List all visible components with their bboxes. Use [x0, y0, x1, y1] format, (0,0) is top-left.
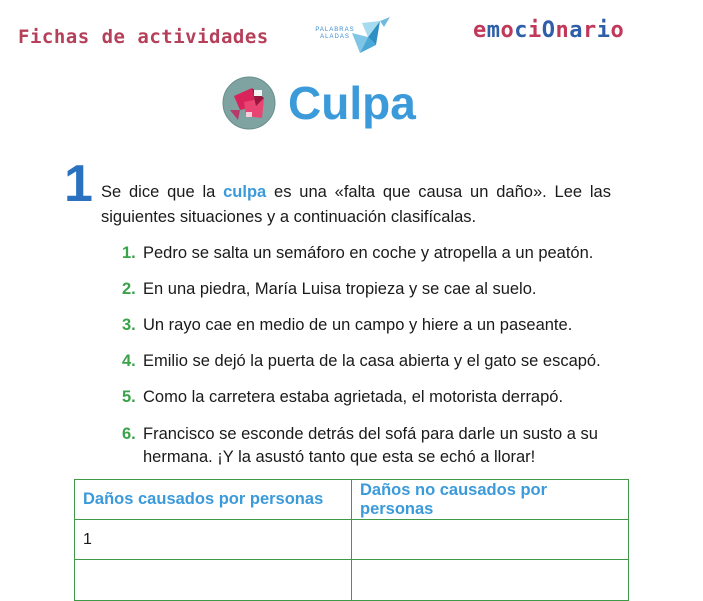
column-header-not-caused: Daños no causados por personas — [352, 480, 629, 520]
column-header-caused: Daños causados por personas — [75, 480, 352, 520]
list-item: 2. En una piedra, María Luisa tropieza y se cae al suelo. — [122, 280, 537, 298]
table-cell[interactable] — [75, 560, 352, 601]
classification-table — [74, 479, 629, 601]
list-item: 5. Como la carretera estaba agrietada, el motorista derrapó. — [122, 388, 564, 406]
page-title: Culpa — [288, 77, 416, 129]
brand-line-1: PALABRAS — [315, 27, 355, 33]
exercise-number: 1 — [64, 155, 93, 213]
paper-bird-icon — [350, 15, 392, 55]
header-section-title: Fichas de actividades — [18, 26, 269, 48]
list-item: 3. Un rayo cae en medio de un campo y hiere a un paseante. — [122, 316, 573, 334]
emocionario-logo: emociOnario — [473, 18, 625, 43]
palabras-aladas-logo — [312, 15, 392, 55]
exercise-intro: Se dice que la culpa es una «falta que causa un daño». Lee las siguientes situaciones y a continuación clasifícalas. — [101, 183, 611, 226]
list-item: 4. Emilio se dejó la puerta de la casa abierta y el gato se escapó. — [122, 352, 601, 370]
table-header-row — [75, 480, 629, 520]
brand-line-2: ALADAS — [320, 34, 350, 40]
list-item: 6. Francisco se esconde detrás del sofá para darle un susto a su hermana. ¡Y la asustó tanto que esta se echó a llorar! — [122, 425, 598, 466]
list-item: 1. Pedro se salta un semáforo en coche y atropella a un peatón. — [122, 244, 594, 262]
situation-list — [122, 243, 622, 484]
keyword-culpa: culpa — [223, 183, 267, 201]
table-row — [75, 520, 629, 560]
table-row — [75, 560, 629, 601]
table-cell[interactable] — [352, 520, 629, 560]
culpa-illustration-icon — [222, 76, 276, 130]
table-cell[interactable]: 1 — [75, 520, 352, 560]
table-cell[interactable] — [352, 560, 629, 601]
